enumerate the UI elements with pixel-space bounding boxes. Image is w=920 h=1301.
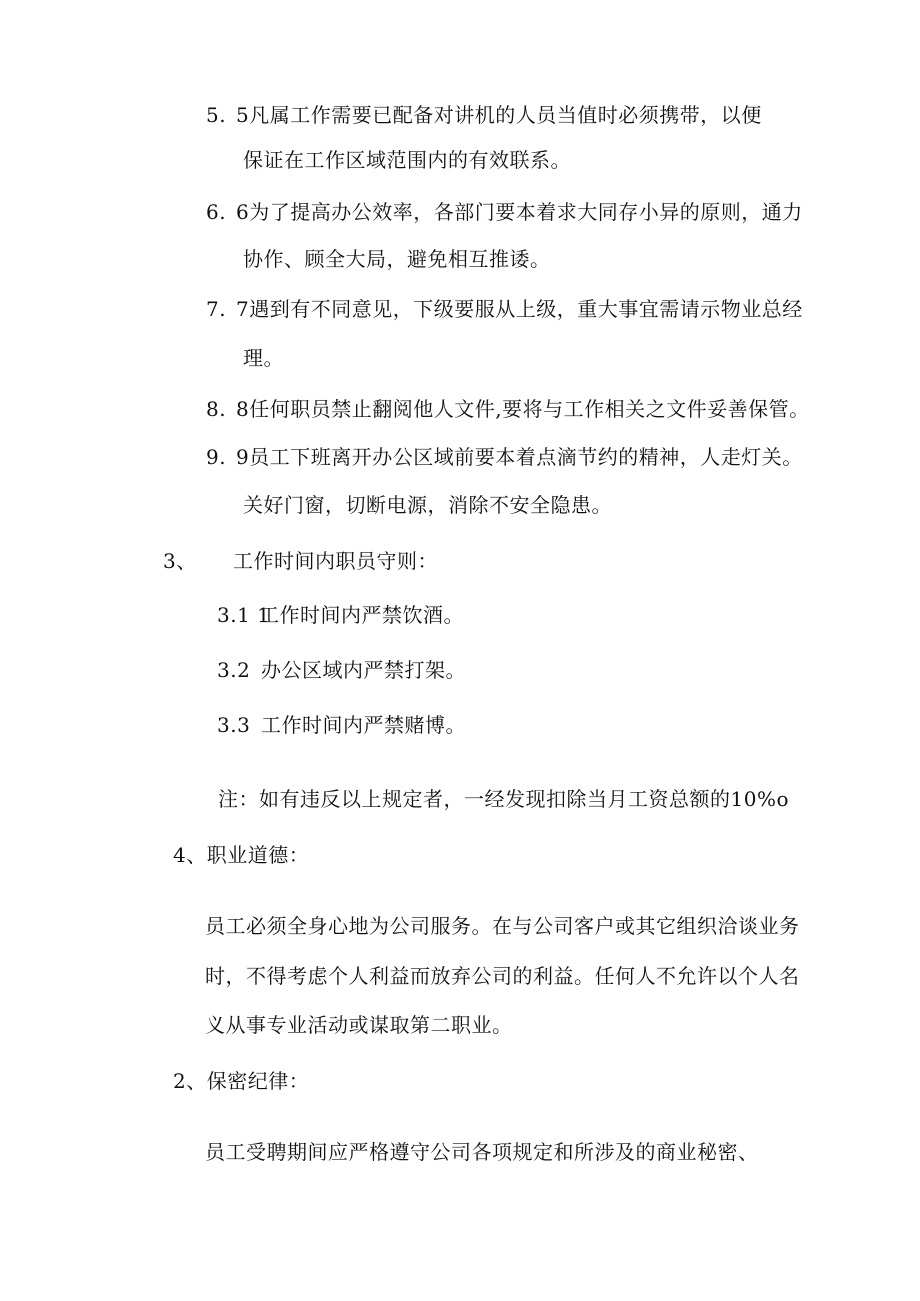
section-4-paragraph-line-3: 义从事专业活动或谋取第二职业。	[205, 1013, 513, 1037]
penalty-note: 注：如有违反以上规定者，一经发现扣除当月工资总额的10%o	[218, 787, 789, 811]
item-number: 8.	[206, 397, 227, 421]
item-number: 9.	[206, 445, 227, 469]
rule-number: 3.2	[217, 658, 251, 682]
rule-3-1	[217, 603, 464, 627]
rule-3-2	[217, 658, 466, 682]
rule-3-3	[217, 713, 466, 737]
item-text: 8任何职员禁止翻阅他人文件,要将与工作相关之文件妥善保管。	[236, 397, 810, 421]
item-number: 6.	[206, 200, 227, 224]
item-7-line-2: 理。	[243, 346, 284, 370]
item-9-line-1	[206, 445, 803, 469]
item-text: 7遇到有不同意见，下级要服从上级，重大事宜需请示物业总经	[236, 297, 803, 321]
item-number: 7.	[206, 297, 227, 321]
rule-number: 3.1 1	[217, 603, 271, 627]
rule-text: 工作时间内严禁赌博。	[261, 713, 466, 737]
item-number: 5.	[206, 103, 227, 127]
section-4-paragraph-line-1: 员工必须全身心地为公司服务。在与公司客户或其它组织洽谈业务	[205, 914, 800, 938]
confidentiality-heading: 2、保密纪律：	[173, 1069, 310, 1093]
rule-number: 3.3	[217, 713, 251, 737]
item-text: 9员工下班离开办公区域前要本着点滴节约的精神，人走灯关。	[236, 445, 803, 469]
section-4-heading: 4、职业道德：	[173, 843, 310, 867]
item-7-line-1	[206, 297, 803, 321]
item-5-line-2: 保证在工作区域范围内的有效联系。	[243, 148, 571, 172]
item-6-line-2: 协作、顾全大局，避免相互推诿。	[243, 247, 551, 271]
rule-text: 办公区域内严禁打架。	[261, 658, 466, 682]
section-number: 3、	[163, 549, 197, 573]
item-5-line-1	[206, 103, 762, 127]
section-4-paragraph-line-2: 时，不得考虑个人利益而放弃公司的利益。任何人不允许以个人名	[205, 964, 800, 988]
item-text: 6为了提高办公效率，各部门要本着求大同存小异的原则，通力	[236, 200, 803, 224]
section-3-heading	[163, 549, 438, 573]
section-title: 工作时间内职员守则：	[233, 549, 438, 573]
item-6-line-1	[206, 200, 803, 224]
item-text: 5凡属工作需要已配备对讲机的人员当值时必须携带，以便	[236, 103, 762, 127]
confidentiality-paragraph-line-1: 员工受聘期间应严格遵守公司各项规定和所涉及的商业秘密、	[205, 1140, 759, 1164]
item-9-line-2: 关好门窗，切断电源，消除不安全隐患。	[243, 493, 612, 517]
item-8-line-1	[206, 397, 810, 421]
rule-text: 工作时间内严禁饮酒。	[259, 603, 464, 627]
